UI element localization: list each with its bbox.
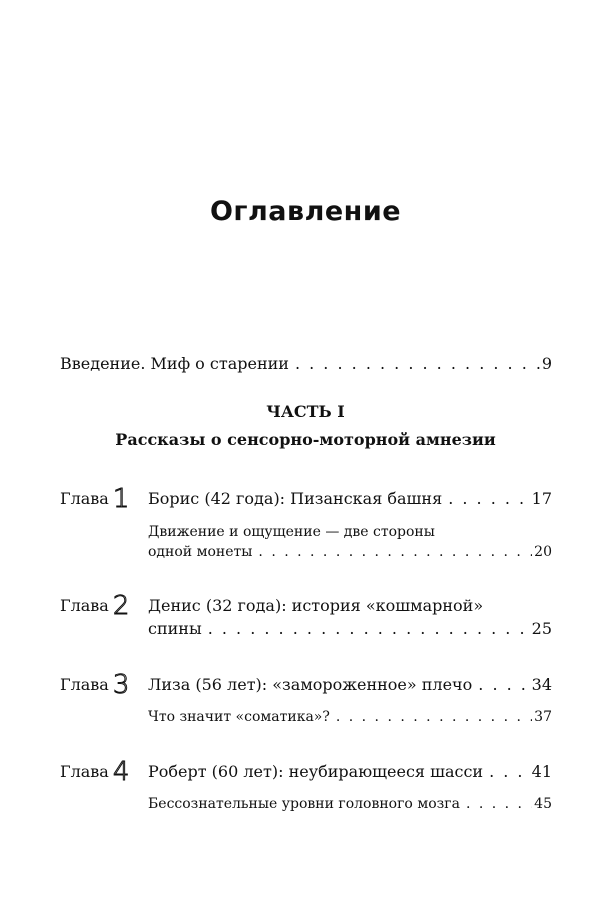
page-number: 41 (531, 762, 552, 781)
page-number: 17 (531, 489, 552, 508)
toc-entry-intro[interactable] (60, 354, 552, 374)
dot-leader (448, 489, 529, 509)
chapter-number: 1 (112, 484, 130, 514)
chapter-word: Глава (60, 675, 109, 694)
toc-entry-chapter-1[interactable] (148, 489, 552, 509)
toc-subentry-title: Бессознательные уровни головного мозга (148, 796, 460, 812)
part-subtitle: Рассказы о сенсорно-моторной амнезии (115, 430, 496, 449)
chapter-word: Глава (60, 489, 109, 508)
page-number: 34 (531, 675, 552, 694)
chapter-number: 4 (112, 757, 130, 787)
toc-entry-title: Борис (42 года): Пизанская башня (148, 489, 443, 508)
dot-leader (258, 542, 532, 562)
chapter-number: 2 (112, 591, 130, 621)
toc-entry-title: Лиза (56 лет): «замороженное» плечо (148, 675, 473, 694)
chapter-word: Глава (60, 762, 109, 781)
chapter-label (60, 757, 130, 787)
toc-entry-title: спины (148, 619, 202, 638)
toc-entry-chapter-2[interactable] (148, 619, 552, 639)
toc-entry-title[interactable]: Денис (32 года): история «кошмарной» (148, 596, 484, 615)
toc-subentry-title: одной монеты (148, 544, 253, 560)
page-number: 45 (534, 796, 552, 812)
chapter-word: Глава (60, 596, 109, 615)
toc-entry-chapter-4[interactable] (148, 762, 552, 782)
chapter-number: 3 (112, 670, 130, 700)
page-number: 9 (541, 354, 552, 373)
dot-leader (466, 794, 532, 814)
toc-entry-title: Роберт (60 лет): неубирающееся шасси (148, 762, 484, 781)
chapter-label (60, 591, 130, 621)
page-number: 37 (534, 709, 552, 725)
toc-subentry-title[interactable]: Движение и ощущение — две стороны (148, 524, 435, 540)
dot-leader (489, 762, 530, 782)
page-number: 20 (534, 544, 552, 560)
toc-entry-title: Введение. Миф о старении (60, 354, 289, 373)
toc-subentry-3-1[interactable] (148, 707, 552, 727)
chapter-label (60, 670, 130, 700)
toc-subentry-4-1[interactable] (148, 794, 552, 814)
dot-leader (478, 675, 529, 695)
toc-entry-chapter-3[interactable] (148, 675, 552, 695)
toc-subentry-title: Что значит «соматика»? (148, 709, 330, 725)
page-number: 25 (531, 619, 552, 638)
toc-subentry-1-1[interactable] (148, 542, 552, 562)
dot-leader (295, 354, 540, 374)
part-label: ЧАСТЬ I (266, 402, 345, 421)
dot-leader (208, 619, 530, 639)
dot-leader (336, 707, 532, 727)
page-title: Оглавление (209, 196, 402, 227)
chapter-label (60, 484, 130, 514)
